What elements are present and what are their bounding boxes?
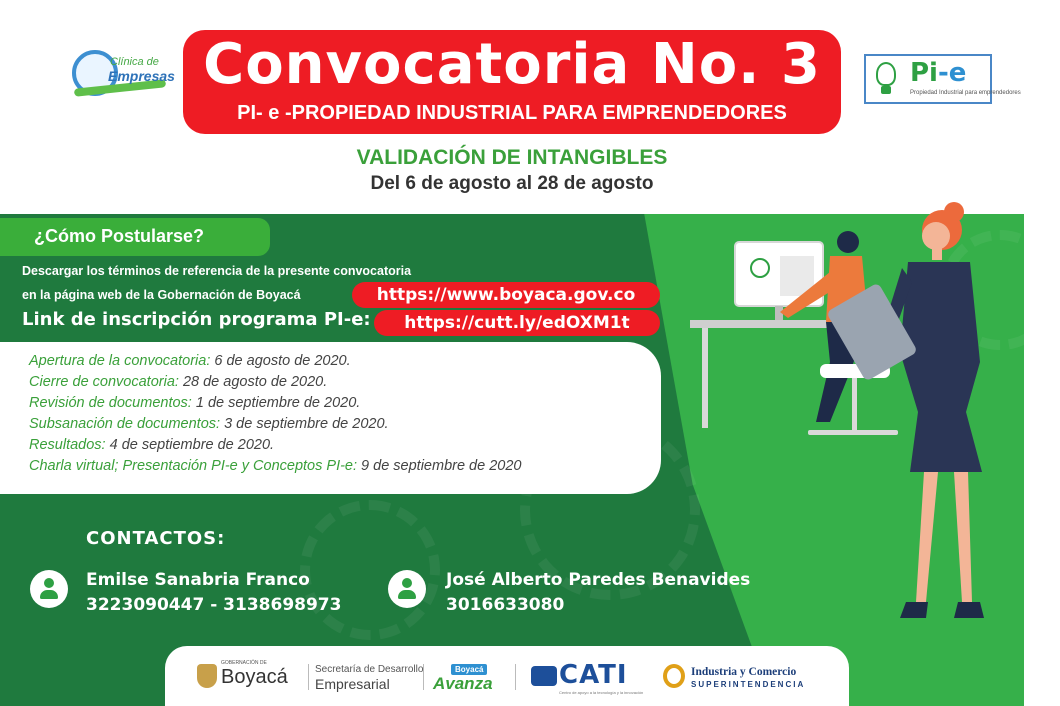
coat-of-arms-icon xyxy=(197,664,217,688)
boyaca-avanza-logo xyxy=(433,646,503,706)
contact-phone: 3016633080 xyxy=(446,595,565,615)
secretaria-line1: Secretaría de Desarrollo xyxy=(315,664,424,675)
schedule-item xyxy=(29,353,351,369)
schedule-label: Charla virtual; Presentación PI-e y Conceptos PI-e: xyxy=(29,458,358,474)
boyaca-logo xyxy=(197,646,307,706)
avanza-name: Avanza xyxy=(433,674,493,693)
lightbulb-base xyxy=(881,86,891,94)
clinica-logo-bottom-text: Empresas xyxy=(108,68,175,84)
clinica-logo-top-text: Clínica de xyxy=(110,56,159,68)
cati-name: CATI xyxy=(559,660,628,690)
lightbulb-icon xyxy=(876,62,896,86)
divider xyxy=(423,664,424,690)
shoe-left xyxy=(900,602,928,618)
schedule-item xyxy=(29,416,389,432)
schedule-label: Subsanación de documentos: xyxy=(29,416,221,432)
schedule-label: Cierre de convocatoria: xyxy=(29,374,179,390)
chair-base xyxy=(808,430,898,435)
person-icon xyxy=(30,570,68,608)
schedule-label: Resultados: xyxy=(29,437,106,453)
sic-mark-icon xyxy=(663,664,685,688)
woman-leg-right xyxy=(954,472,972,602)
sic-line1: Industria y Comercio xyxy=(691,666,797,678)
schedule-value: 3 de septiembre de 2020. xyxy=(220,416,389,432)
person-icon xyxy=(388,570,426,608)
pie-logo-name xyxy=(910,58,966,88)
how-to-apply-heading: ¿Cómo Postularse? xyxy=(34,226,205,246)
desk-leg xyxy=(702,328,708,428)
woman-dress xyxy=(900,262,982,472)
cati-mark-icon xyxy=(531,666,557,686)
date-range: Del 6 de agosto al 28 de agosto xyxy=(370,173,654,194)
contact-name: Emilse Sanabria Franco xyxy=(86,570,310,590)
schedule-label: Apertura de la convocatoria: xyxy=(29,353,211,369)
page-title: Convocatoria No. 3 xyxy=(203,32,821,97)
shoe-right xyxy=(954,602,984,618)
person-icon-head xyxy=(402,578,412,588)
cati-tagline: Centro de apoyo a la tecnología y la innovación xyxy=(559,690,644,695)
chair-pole xyxy=(852,378,857,434)
person-icon-body xyxy=(398,590,416,599)
divider xyxy=(515,664,516,690)
woman-face xyxy=(922,222,950,250)
person-icon-body xyxy=(40,590,58,599)
man-head xyxy=(837,231,859,253)
contact-phone: 3223090447 - 3138698973 xyxy=(86,595,342,615)
footer-logos xyxy=(165,646,849,706)
woman-neck xyxy=(932,248,942,260)
woman-leg-left xyxy=(916,472,938,602)
gear-decoration-icon xyxy=(300,500,440,640)
schedule-panel xyxy=(0,342,661,494)
subtitle: VALIDACIÓN DE INTANGIBLES xyxy=(356,146,668,169)
pie-logo xyxy=(864,54,1021,104)
schedule-value: 1 de septiembre de 2020. xyxy=(191,395,361,411)
pie-logo-name-a: Pi xyxy=(910,58,938,88)
schedule-item xyxy=(29,374,327,390)
terms-description-line2: en la página web de la Gobernación de Boyacá xyxy=(22,288,301,302)
how-to-apply-tab xyxy=(0,218,270,256)
secretaria-logo xyxy=(315,646,425,706)
pie-logo-tagline: Propiedad Industrial para emprendedores xyxy=(910,90,1021,96)
contact-name: José Alberto Paredes Benavides xyxy=(446,570,751,590)
terms-description-line1: Descargar los términos de referencia de la presente convocatoria xyxy=(22,264,412,278)
divider xyxy=(308,664,309,690)
clinica-empresas-logo xyxy=(68,44,178,104)
industria-comercio-logo xyxy=(663,646,813,706)
schedule-item xyxy=(29,458,521,474)
schedule-item xyxy=(29,395,360,411)
schedule-value: 9 de septiembre de 2020 xyxy=(357,458,522,474)
registration-link[interactable]: https://cutt.ly/edOXM1t xyxy=(374,310,660,336)
schedule-item xyxy=(29,437,274,453)
title-banner xyxy=(183,30,841,134)
person-icon-head xyxy=(44,578,54,588)
boyaca-logo-small: GOBERNACIÓN DE xyxy=(221,660,267,666)
sic-line2: SUPERINTENDENCIA xyxy=(691,680,806,689)
website-link[interactable]: https://www.boyaca.gov.co xyxy=(352,282,660,308)
secretaria-line2: Empresarial xyxy=(315,676,390,692)
registration-label: Link de inscripción programa PI-e: xyxy=(22,309,371,330)
schedule-value: 6 de agosto de 2020. xyxy=(210,353,351,369)
schedule-value: 28 de agosto de 2020. xyxy=(178,374,328,390)
pie-logo-name-b: -e xyxy=(937,58,967,88)
boyaca-logo-name: Boyacá xyxy=(221,666,288,688)
avanza-badge: Boyacá xyxy=(451,664,487,675)
schedule-label: Revisión de documentos: xyxy=(29,395,192,411)
schedule-value: 4 de septiembre de 2020. xyxy=(105,437,275,453)
contacts-heading: CONTACTOS: xyxy=(86,528,226,549)
program-name: PI- e -PROPIEDAD INDUSTRIAL PARA EMPRENDEDORES xyxy=(237,102,787,124)
cati-logo xyxy=(531,646,643,706)
